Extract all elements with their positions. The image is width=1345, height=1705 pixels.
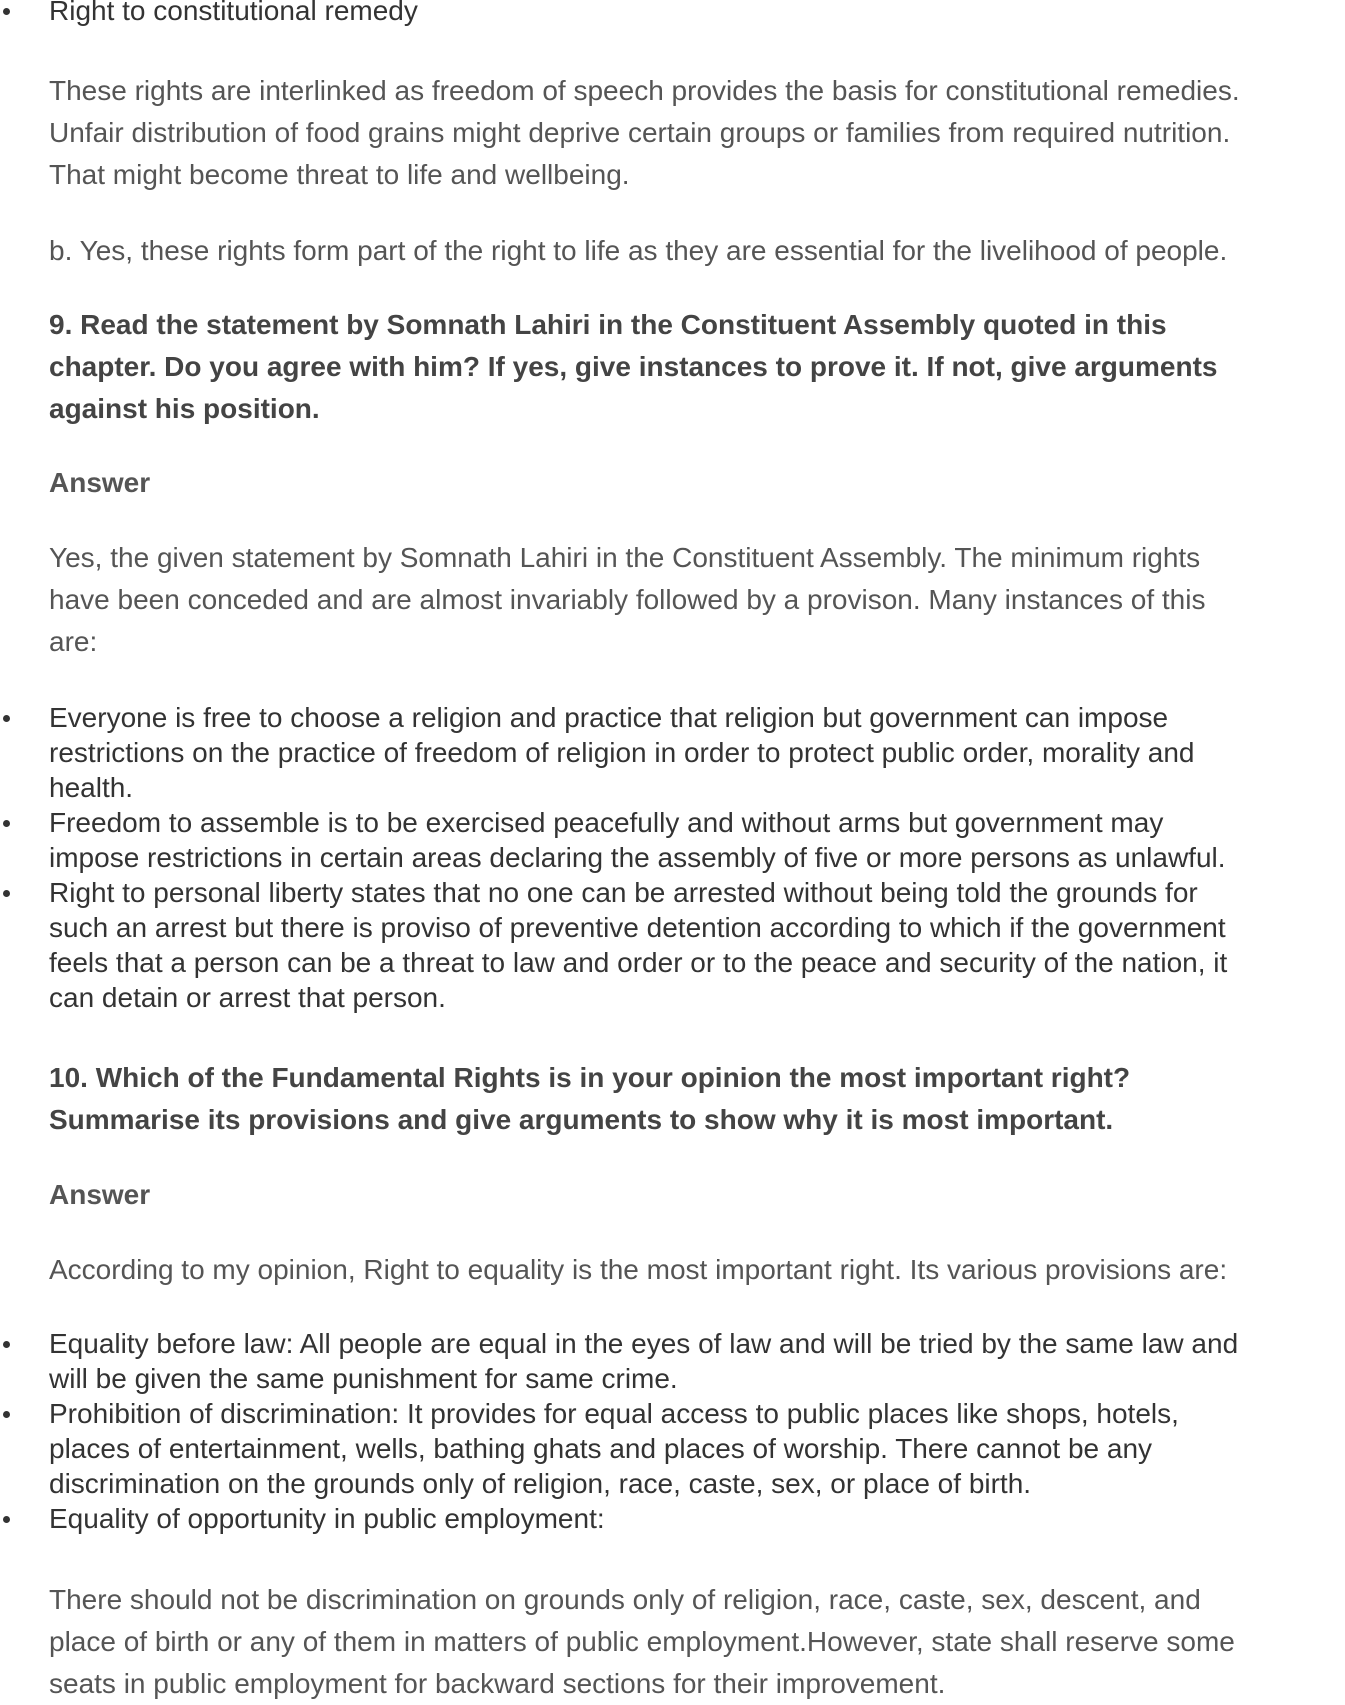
answer-heading-9: Answer (49, 467, 151, 498)
bullet-icon (3, 8, 10, 15)
list-item: Freedom to assemble is to be exercised peacefully and without arms but government may impose restrictions in certain areas declaring the assembly of five or more persons as unlawful. (49, 805, 1345, 875)
bullet-icon (3, 1411, 10, 1418)
list-item: Equality before law: All people are equal in the eyes of law and will be tried by the same law and will be given the same punishment for same crime. (49, 1326, 1345, 1396)
top-bullet-list (49, 0, 1345, 28)
bullet-icon (3, 820, 10, 827)
list-item: Right to personal liberty states that no one can be arrested without being told the grounds for such an arrest but there is proviso of preventive detention according to which if the government feels that a person can be a threat to law and order or to the peace and security of the nation, it can detain or arrest that person. (49, 875, 1345, 1015)
list-item: Equality of opportunity in public employment: (49, 1501, 1345, 1536)
list-item: Everyone is free to choose a religion and practice that religion but government can impose restrictions on the practice of freedom of religion in order to protect public order, morality and health. (49, 700, 1345, 805)
question-10: 10. Which of the Fundamental Rights is in your opinion the most important right? Summarise its provisions and give arguments to show why it is most important. (49, 1062, 1131, 1135)
bullet-icon (3, 715, 10, 722)
bullet-icon (3, 890, 10, 897)
answer-10-intro: According to my opinion, Right to equality is the most important right. Its various provisions are: (49, 1254, 1228, 1285)
answer-9-bullet-list (49, 700, 1345, 1015)
paragraph-interlinked-rights: These rights are interlinked as freedom of speech provides the basis for constitutional remedies. Unfair distribution of food grains might deprive certain groups or families from required nutrition. That might become threat to life and wellbeing. (49, 75, 1240, 190)
answer-10-bullet-list (49, 1326, 1345, 1536)
answer-10-employment-paragraph: There should not be discrimination on grounds only of religion, race, caste, sex, descent, and place of birth or any of them in matters of public employment.However, state shall reserve some seats in public employment for backward sections for their improvement. (49, 1584, 1235, 1699)
answer-heading-10: Answer (49, 1179, 151, 1210)
bullet-icon (3, 1341, 10, 1348)
question-9: 9. Read the statement by Somnath Lahiri in the Constituent Assembly quoted in this chapter. Do you agree with him? If yes, give instances to prove it. If not, give arguments against his position. (49, 309, 1218, 424)
list-item: Right to constitutional remedy (49, 0, 1345, 28)
bullet-icon (3, 1516, 10, 1523)
list-item: Prohibition of discrimination: It provides for equal access to public places like shops, hotels, places of entertainment, wells, bathing ghats and places of worship. There cannot be any discrimination on the grounds only of religion, race, caste, sex, or place of birth. (49, 1396, 1345, 1501)
answer-9-intro: Yes, the given statement by Somnath Lahiri in the Constituent Assembly. The minimum rights have been conceded and are almost invariably followed by a provison. Many instances of this are: (49, 542, 1206, 657)
paragraph-answer-b: b. Yes, these rights form part of the right to life as they are essential for the livelihood of people. (49, 235, 1228, 266)
